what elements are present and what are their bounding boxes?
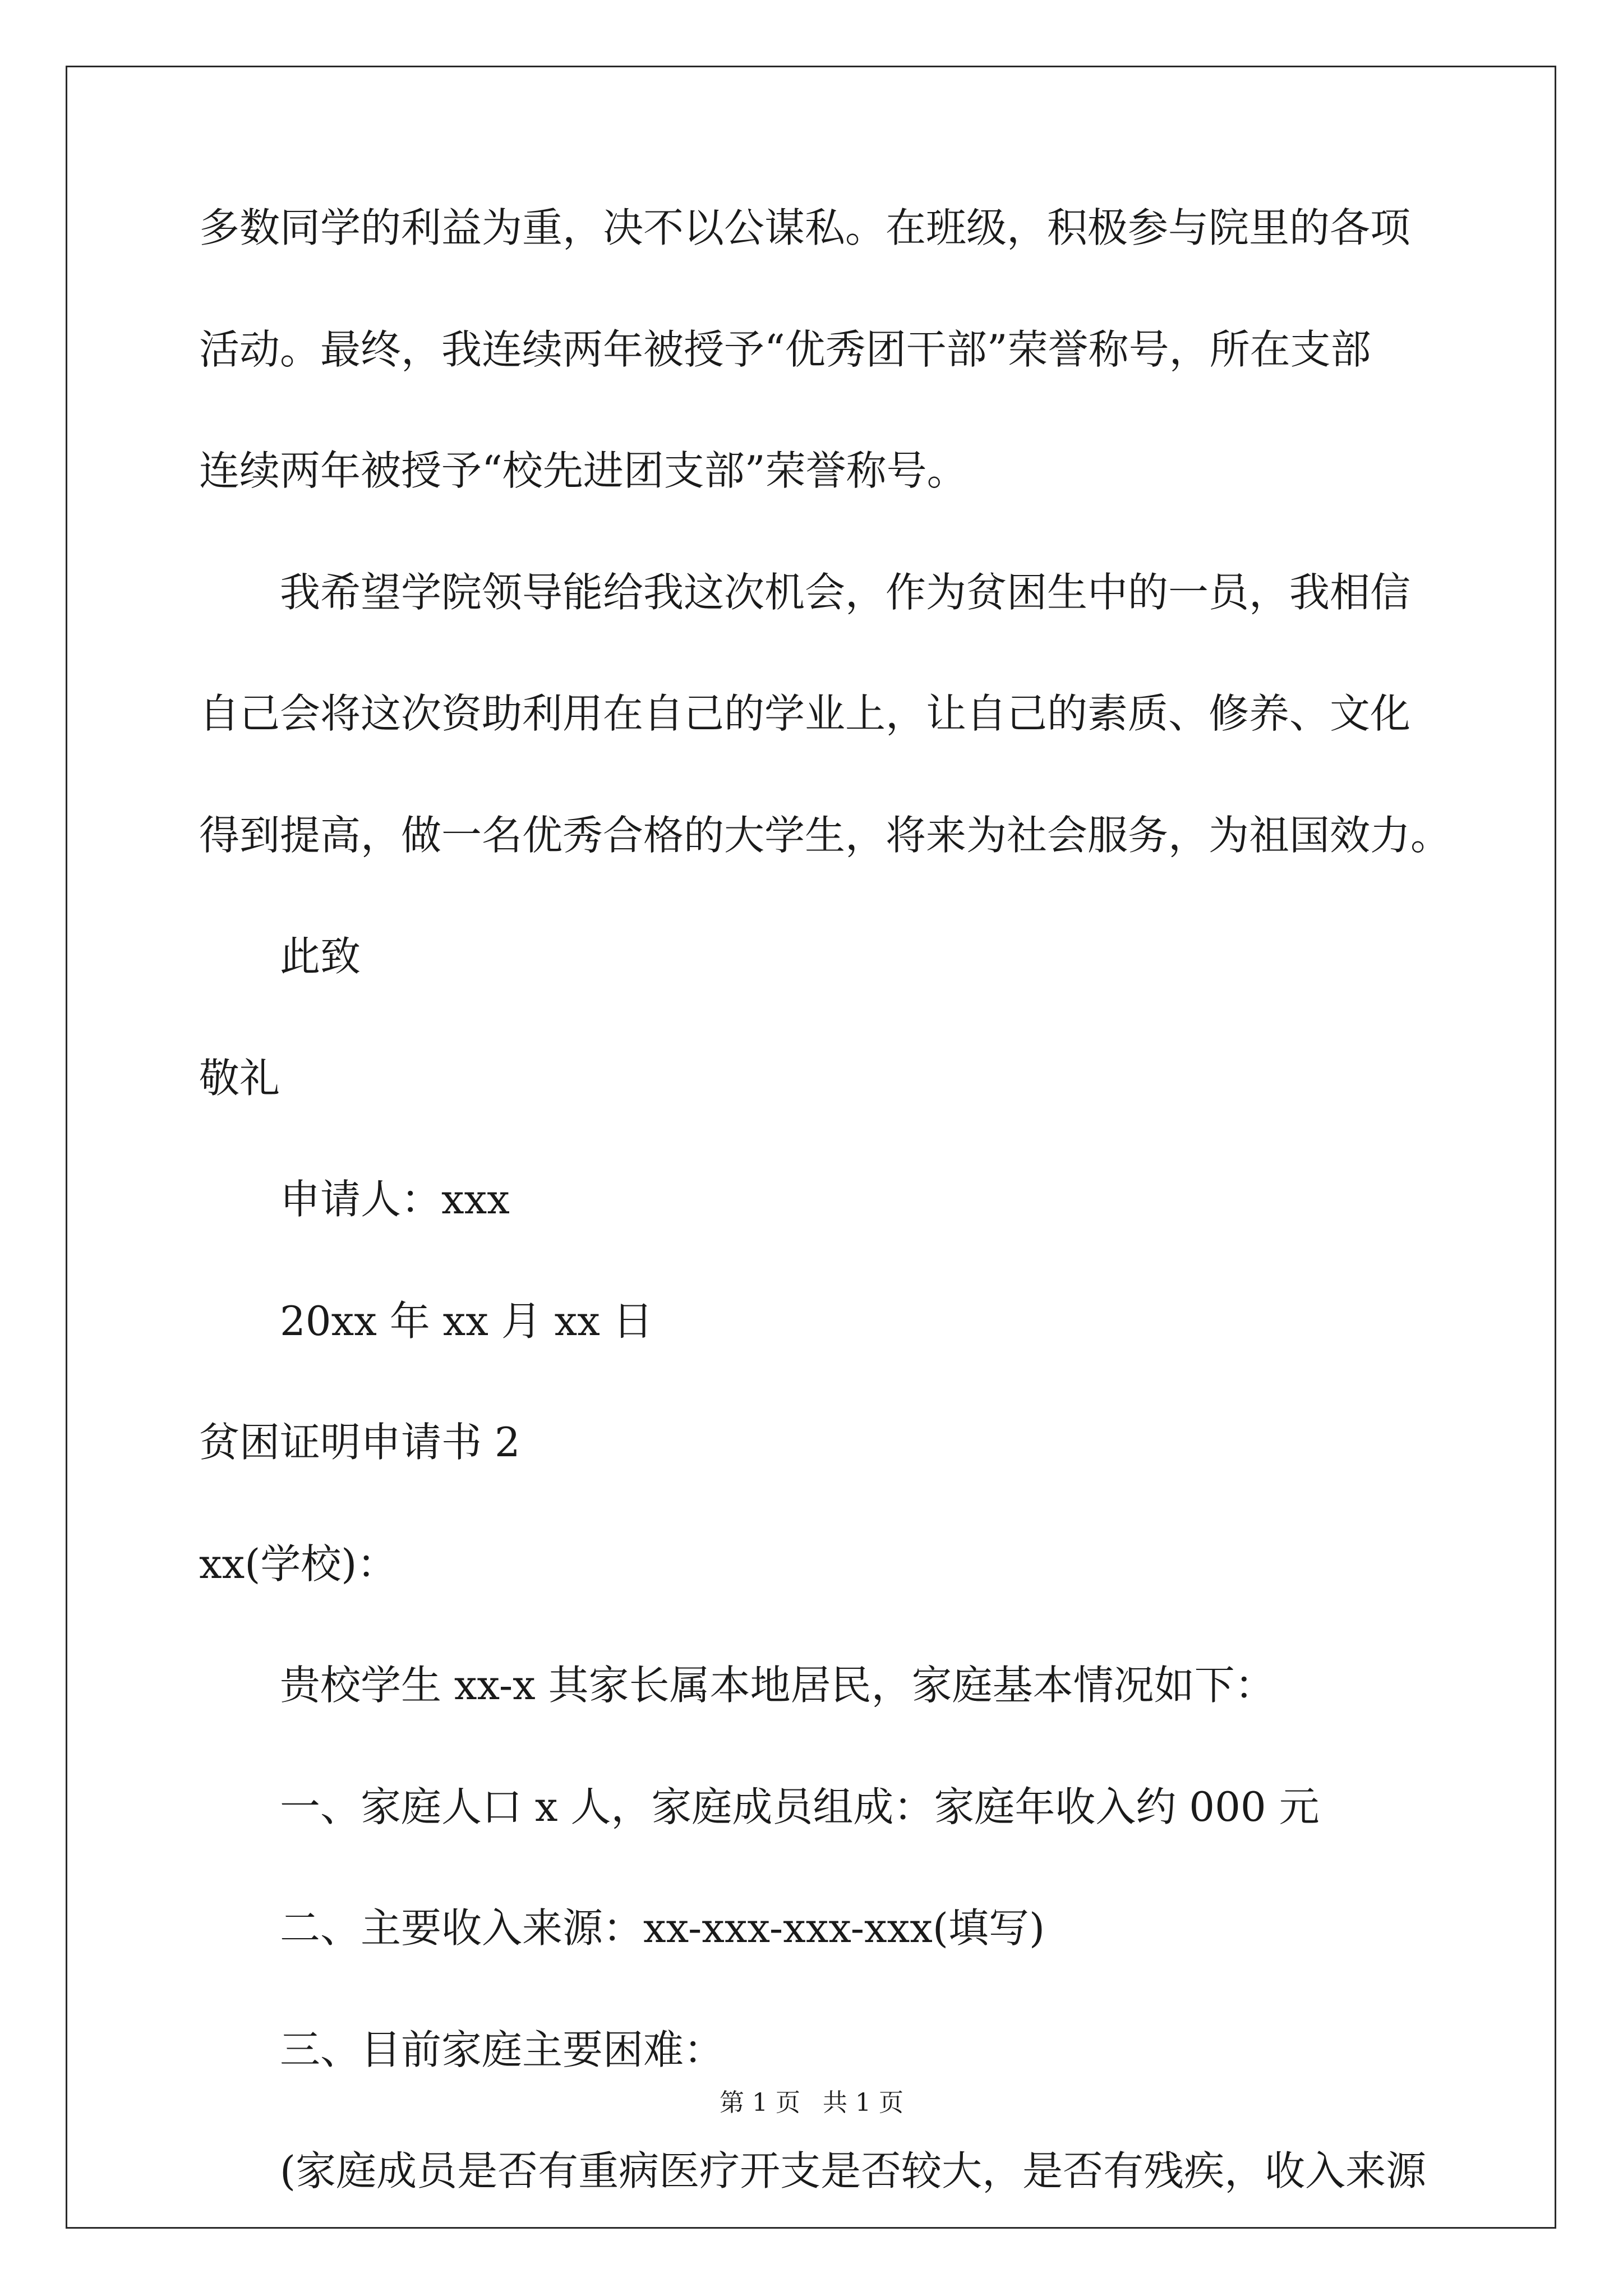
document-body [199,204,1451,2272]
date-line: 20xx 年 xx 月 xx 日 [280,1297,653,1345]
paragraph-line: 活动。最终，我连续两年被授予“优秀团干部”荣誉称号，所在支部 [199,325,1371,373]
section-title: 贫困证明申请书 2 [199,1419,520,1466]
list-item: 一、家庭人口 x 人，家庭成员组成：家庭年收入约 000 元 [280,1783,1320,1830]
recipient-line: xx(学校)： [199,1540,398,1588]
paragraph-line: 自己会将这次资助利用在自己的学业上，让自己的素质、修养、文化 [199,690,1411,737]
list-item: 三、目前家庭主要困难： [280,2026,725,2073]
closing-salutation: 此致 [280,933,361,980]
page-footer [0,2090,1623,2116]
paragraph-line: 多数同学的利益为重，决不以公谋私。在班级，积极参与院里的各项 [199,204,1411,251]
page-total: 共 1 页 [823,2088,903,2117]
applicant-signature: 申请人：xxx [280,1176,510,1223]
page-number: 第 1 页 [720,2088,800,2117]
paragraph-line: 连续两年被授予“校先进团支部”荣誉称号。 [199,447,967,494]
paragraph-line: 我希望学院领导能给我这次机会，作为贫困生中的一员，我相信 [280,568,1411,616]
list-item: 二、主要收入来源：xx-xxx-xxx-xxx(填写) [280,1904,1045,1952]
closing-regards: 敬礼 [199,1054,280,1102]
paragraph-line: (家庭成员是否有重病医疗开支是否较大，是否有残疾，收入来源 [280,2147,1427,2194]
paragraph-line: 得到提高，做一名优秀合格的大学生，将来为社会服务，为祖国效力。 [199,811,1451,859]
paragraph-line: 贵校学生 xx-x 其家长属本地居民，家庭基本情况如下： [280,1662,1275,1709]
